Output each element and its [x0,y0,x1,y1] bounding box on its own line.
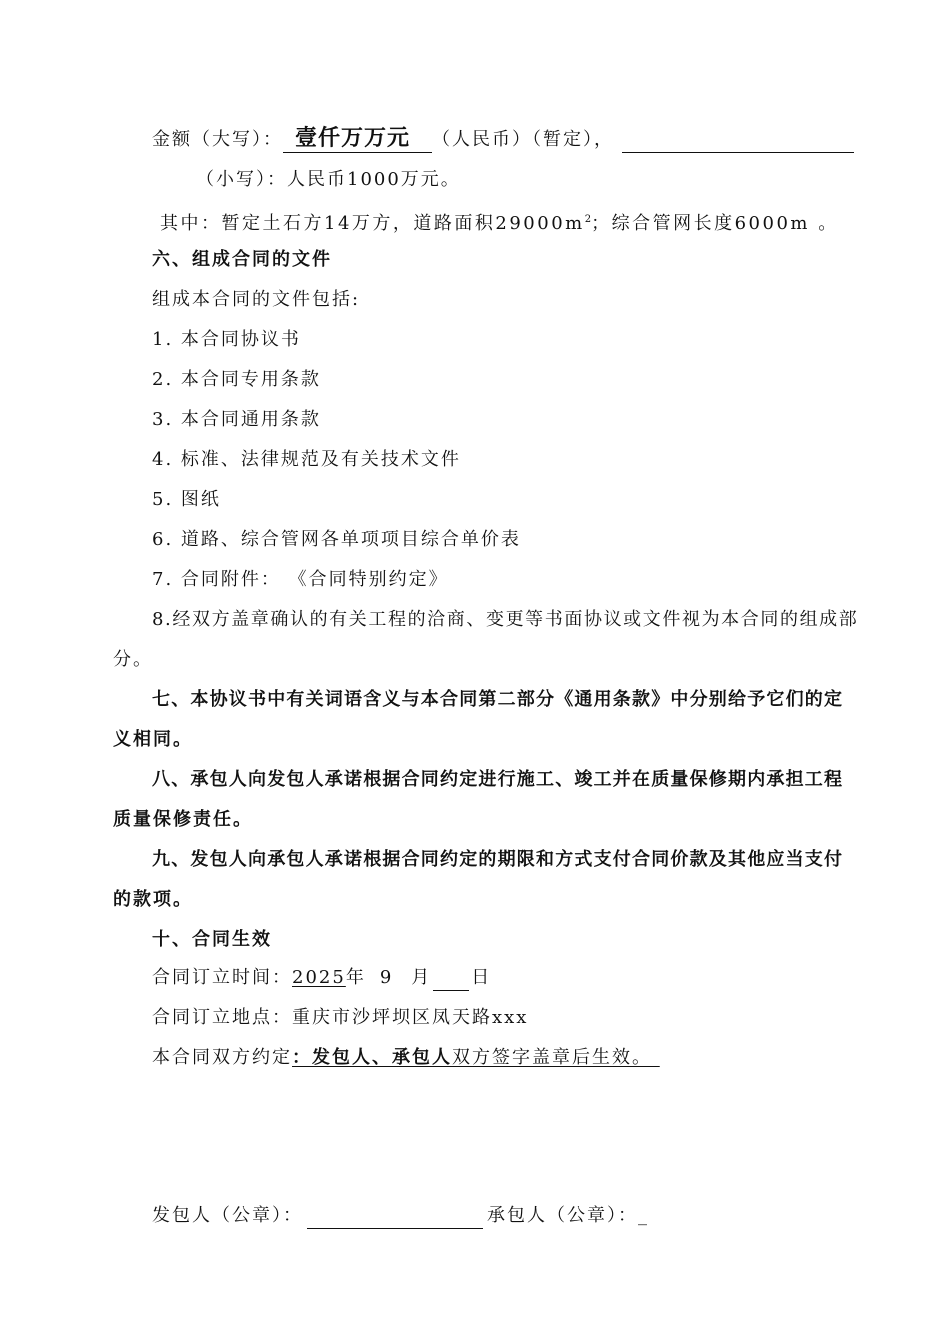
amount-detail-sup: 2 [584,214,592,225]
document-list-item: 4. 标准、法律规范及有关技术文件 [152,449,461,470]
section8-line1: 八、承包人向发包人承诺根据合同约定进行施工、竣工并在质量保修期内承担工程 [152,769,844,790]
contract-date-month: 9 [379,967,394,988]
employer-seal-blank [307,1204,483,1229]
contract-date-year: 2025 [292,967,346,988]
contract-effect-clause [292,1047,660,1068]
amount-detail-prefix: 其中：暂定土石方14万方，道路面积29000m [160,213,585,234]
amount-upper-line [152,126,854,153]
document-list-item: 1. 本合同协议书 [152,329,301,350]
contract-place-value: 重庆市沙坪坝区凤天路xxx [292,1007,529,1028]
amount-upper-field [283,126,432,153]
section9-line1: 九、发包人向承包人承诺根据合同约定的期限和方式支付合同价款及其他应当支付 [152,849,844,870]
contract-date-month-unit: 月 [411,967,432,988]
section10-heading: 十、合同生效 [152,929,272,950]
document-list-item: 6. 道路、综合管网各单项项目综合单价表 [152,529,521,550]
contract-date-year-unit: 年 [345,967,366,988]
section6-intro: 组成本合同的文件包括: [152,289,361,310]
contract-place-line [152,1006,528,1030]
signature-line [152,1204,649,1229]
currency-note: （人民币）（暂定）， [432,129,615,150]
contract-effect-label: 本合同双方约定 [152,1047,292,1068]
amount-upper-label: 金额（大写）： [152,129,283,150]
document-list-item-8-line1: 8.经双方盖章确认的有关工程的洽商、变更等书面协议或文件视为本合同的组成部 [152,609,859,630]
amount-lower-label: （小写）： [196,169,287,190]
contract-date-day-unit: 日 [471,967,492,988]
contract-date-label: 合同订立时间： [152,967,292,988]
document-list-item: 5. 图纸 [152,489,221,510]
contractor-seal-label: 承包人（公章）： [487,1205,638,1226]
contract-date-day-blank [433,966,469,991]
contract-effect-rest: 双方签字盖章后生效。 [452,1047,652,1068]
contract-effect-line [152,1046,660,1070]
contract-place-label: 合同订立地点： [152,1007,292,1028]
amount-lower-value: 人民币1000万元。 [287,169,461,190]
amount-blank-line [622,128,854,153]
amount-detail-line [160,208,839,236]
section9-line2: 的款项。 [113,889,193,910]
document-list-item: 7. 合同附件： 《合同特别约定》 [152,569,449,590]
section7-line1: 七、本协议书中有关词语含义与本合同第二部分《通用条款》中分别给予它们的定 [152,689,844,710]
document-list-item: 2. 本合同专用条款 [152,369,321,390]
amount-lower-line [196,168,461,192]
contract-effect-parties: ：发包人、承包人 [292,1047,452,1068]
document-list-item: 3. 本合同通用条款 [152,409,321,430]
contract-date-line [152,966,491,991]
contractor-seal-tail: _ [638,1205,649,1226]
amount-upper-value: 壹仟万万元 [295,125,411,151]
section7-line2: 义相同。 [113,729,193,750]
section6-heading: 六、组成合同的文件 [152,249,332,270]
section8-line2: 质量保修责任。 [113,809,253,830]
amount-detail-suffix: ；综合管网长度6000m 。 [591,213,839,234]
employer-seal-label: 发包人（公章）： [152,1205,303,1226]
document-list-item-8-line2: 分。 [113,649,153,670]
